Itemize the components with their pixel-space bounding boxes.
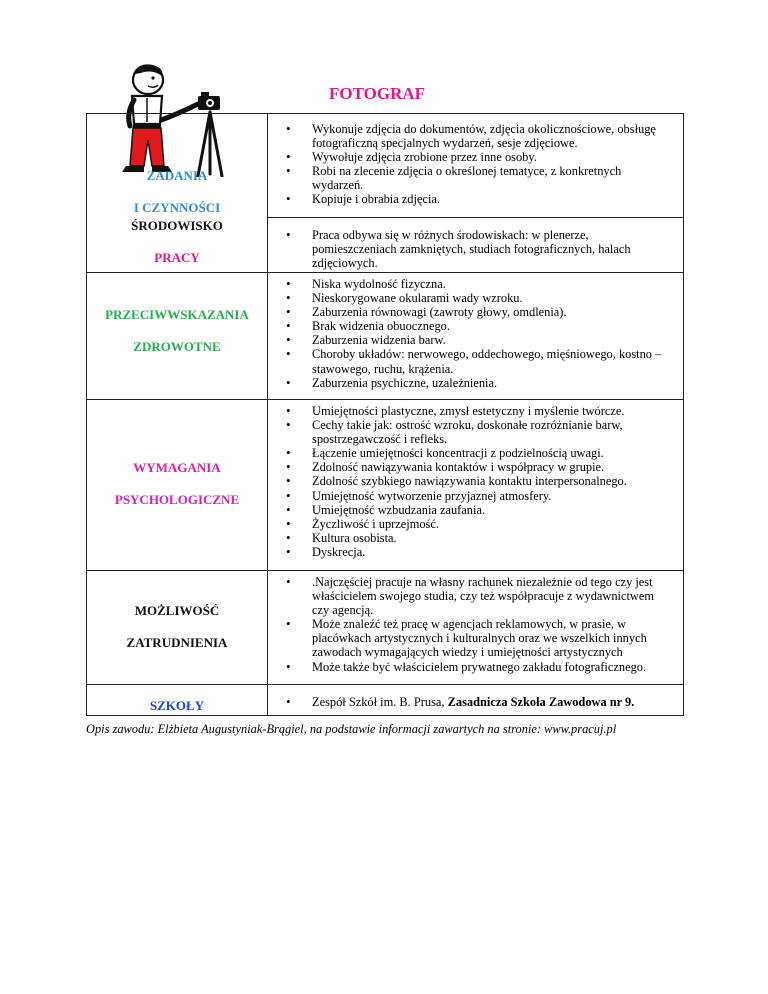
list-item: • Wywołuje zdjęcia zrobione przez inne osoby. <box>268 150 673 164</box>
page-title: FOTOGRAF <box>329 84 426 103</box>
cell-przeciwwskazania <box>268 273 684 400</box>
label-zdrowotne: ZDROWOTNE <box>133 339 221 354</box>
label-zadania-srodowisko <box>87 114 268 273</box>
footer-note: Opis zawodu: Elżbieta Augustyniak-Brągiel, na podstawie informacji zawartych na stronie: www.pracuj.pl <box>86 722 617 736</box>
list-item: • Nieskorygowane okularami wady wzroku. <box>268 291 673 305</box>
list-item: • Zaburzenia widzenia barw. <box>268 333 673 347</box>
list-item: • Kultura osobista. <box>268 531 673 545</box>
cell-zatrudnienie <box>268 571 684 685</box>
list-item: • Dyskrecja. <box>268 545 673 559</box>
list-item: • Życzliwość i uprzejmość. <box>268 517 673 531</box>
list-item: • Umiejętność wytworzenie przyjaznej atmosfery. <box>268 489 673 503</box>
label-wymagania-cell <box>87 400 268 571</box>
row-przeciwwskazania <box>87 273 684 400</box>
list-item: • .Najczęściej pracuje na własny rachunek niezależnie od tego czy jest właścicielem swojego studia, czy też współpracuje z wydawnictwem czy agencją. <box>268 575 673 617</box>
list-item: • Choroby układów: nerwowego, oddechowego, mięśniowego, kostno – stawowego, ruchu, krążenia. <box>268 347 673 375</box>
row-wymagania <box>87 400 684 571</box>
list-item: • Zdolność nawiązywania kontaktów i współpracy w grupie. <box>268 460 673 474</box>
list-item: • Umiejętność wzbudzania zaufania. <box>268 503 673 517</box>
row-zatrudnienie <box>87 571 684 685</box>
list-item: • Może znaleźć też pracę w agencjach reklamowych, w prasie, w placówkach artystycznych i kulturalnych oraz we wszelkich innych zawodach wymagających wiedzy i umiejętności artystycznych <box>268 617 673 659</box>
label-zatrudnienia: ZATRUDNIENIA <box>126 635 228 650</box>
label-przeciwwskazania-cell <box>87 273 268 400</box>
list-item: • Robi na zlecenie zdjęcia o określonej tematyce, z konkretnych wydarzeń. <box>268 164 673 192</box>
cell-wymagania <box>268 400 684 571</box>
list-item <box>268 695 673 709</box>
school-name: Zasadnicza Szkoła Zawodowa nr 9. <box>447 694 635 709</box>
list-item: • Brak widzenia obuocznego. <box>268 319 673 333</box>
school-prefix: Zespół Szkół im. B. Prusa, <box>312 694 445 709</box>
list-item: • Zdolność szybkiego nawiązywania kontaktu interpersonalnego. <box>268 474 673 488</box>
label-pracy: PRACY <box>154 250 200 265</box>
list-item: • Zaburzenia psychiczne, uzależnienia. <box>268 376 673 390</box>
list-item: • Zaburzenia równowagi (zawroty głowy, omdlenia). <box>268 305 673 319</box>
cell-szkoly <box>268 684 684 715</box>
cell-srodowisko <box>268 218 684 273</box>
row-szkoly <box>87 684 684 715</box>
label-zatrudnienie-cell <box>87 571 268 685</box>
label-srodowisko: ŚRODOWISKO <box>131 218 223 233</box>
list-item: • Cechy takie jak: ostrość wzroku, doskonałe rozróżnianie barw, spostrzegawczość i refleks. <box>268 418 673 446</box>
label-mozliwosc: MOŻLIWOŚĆ <box>134 603 220 618</box>
list-item: • Może także być właścicielem prywatnego zakładu fotograficznego. <box>268 660 673 674</box>
label-psychologiczne: PSYCHOLOGICZNE <box>114 492 240 507</box>
label-szkoly: SZKOŁY <box>149 697 205 713</box>
label-wymagania: WYMAGANIA <box>133 460 221 475</box>
list-item: • Umiejętności plastyczne, zmysł estetyczny i myślenie twórcze. <box>268 404 673 418</box>
label-i-czynnosci: I CZYNNOŚCI <box>133 200 221 215</box>
cell-zadania <box>268 114 684 218</box>
list-item: • Łączenie umiejętności koncentracji z podzielnością uwagi. <box>268 446 673 460</box>
list-item: • Wykonuje zdjęcia do dokumentów, zdjęcia okolicznościowe, obsługę fotograficzną specjalnych wydarzeń, sesje zdjęciowe. <box>268 122 673 150</box>
profession-table <box>86 113 684 716</box>
list-item: • Niska wydolność fizyczna. <box>268 277 673 291</box>
list-item: • Kopiuje i obrabia zdjęcia. <box>268 192 673 206</box>
label-szkoly-cell <box>87 684 268 715</box>
label-zadania: ZADANIA <box>146 168 208 183</box>
label-przeciwwskazania: PRZECIWWSKAZANIA <box>105 307 249 322</box>
list-item: • Praca odbywa się w różnych środowiskach: w plenerze, pomieszczeniach zamkniętych, studiach fotograficznych, halach zdjęciowych. <box>268 228 673 270</box>
row-zadania <box>87 114 684 218</box>
